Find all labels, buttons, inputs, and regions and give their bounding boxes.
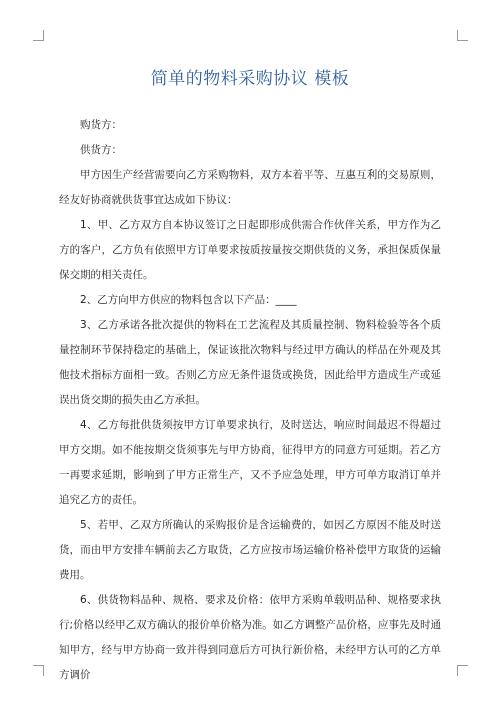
- crop-mark-bottom-left: [33, 665, 44, 676]
- clause-5: 5、若甲、乙双方所确认的采购报价是含运输费的，如因乙方原因不能及时送货，而由甲方安排车辆前去乙方取货，乙方应按市场运输价格补偿甲方取货的运输费用。: [59, 519, 441, 581]
- clause-1: 1、甲、乙方双方自本协议签订之日起即形成供需合作伙伴关系，甲方作为乙方的客户，乙方负有依照甲方订单要求按质按量按交期供货的义务，承担保质保量保交期的相关责任。: [59, 219, 441, 281]
- preamble-paragraph: 甲方因生产经营需要向乙方采购物料，双方本着平等、互惠互利的交易原则，经友好协商就供货事宜达成如下协议：: [59, 169, 441, 206]
- document-body: [59, 113, 441, 688]
- crop-mark-top-right: [457, 30, 468, 41]
- clause-2: 2、乙方向甲方供应的物料包含以下产品：____: [80, 294, 297, 306]
- clause-6: 6、供货物料品种、规格、要求及价格：依甲方采购单载明品种、规格要求执行;价格以经甲乙双方确认的报价单价格为准。如乙方调整产品价格，应事先及时通知甲方，经与甲方协商一致并得到同意后方可执行新价格，未经甲方认可的乙方单方调价: [59, 594, 441, 681]
- document-title: 简单的物料采购协议 模板: [150, 69, 350, 89]
- crop-mark-bottom-right: [457, 665, 468, 676]
- clause-3: 3、乙方承诺各批次提供的物料在工艺流程及其质量控制、物料检验等各个质量控制环节保持稳定的基础上，保证该批次物料与经过甲方确认的样品在外观及其他技术指标方面相一致。否则乙方应无条件退货或换货，因此给甲方造成生产或延误出货交期的损失由乙方承担。: [59, 319, 441, 406]
- buyer-label: 购货方：: [80, 119, 122, 131]
- crop-mark-top-left: [33, 30, 44, 41]
- supplier-label: 供货方：: [80, 144, 122, 156]
- clause-4: 4、乙方每批供货须按甲方订单要求执行，及时送达，响应时间最迟不得超过甲方交期。如不能按期交货须事先与甲方协商，征得甲方的同意方可延期。若乙方一再要求延期，影响到了甲方正常生产，又不予应急处理，甲方可单方取消订单并追究乙方的责任。: [59, 419, 441, 506]
